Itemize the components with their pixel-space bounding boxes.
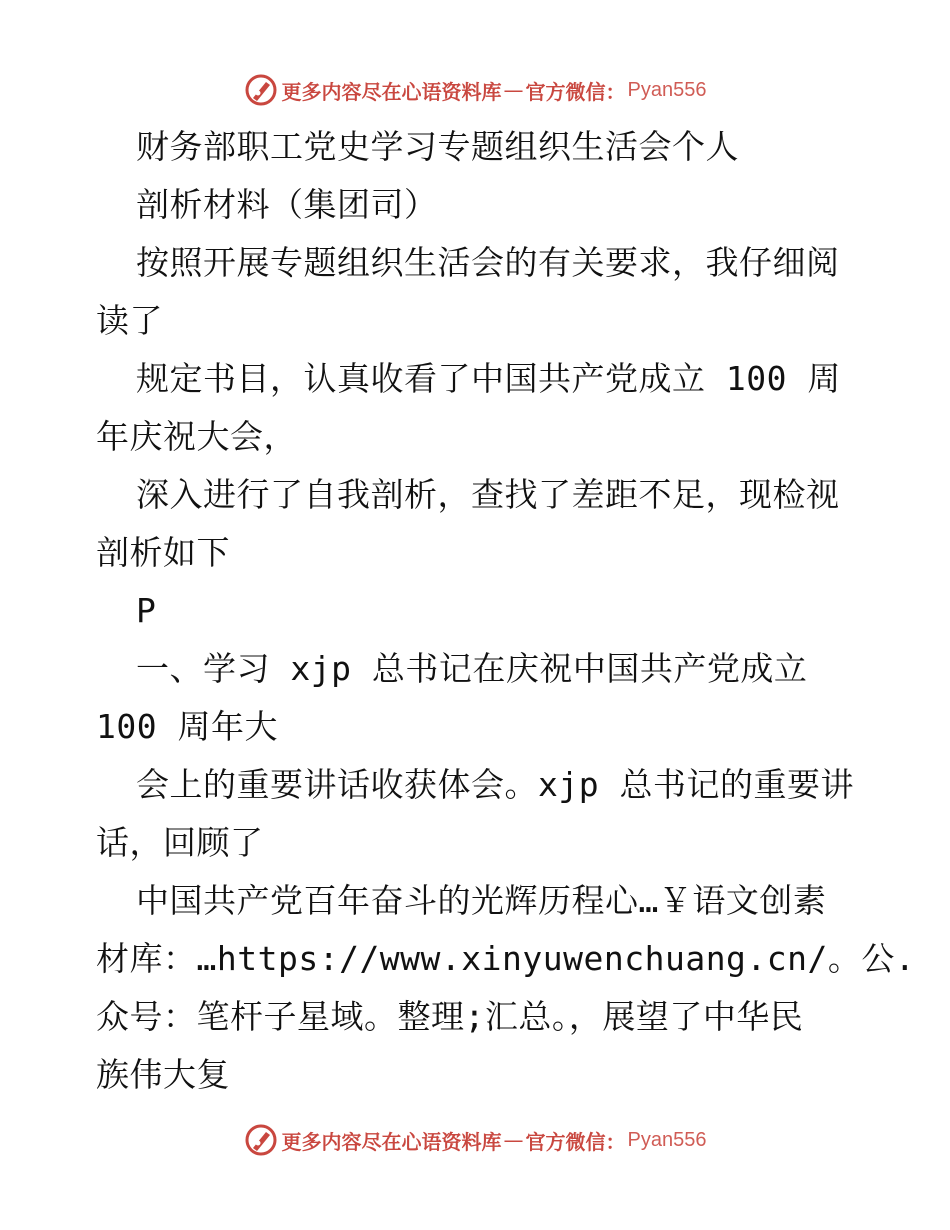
banner-dash: —: [503, 78, 524, 102]
document-line: 读了: [96, 301, 163, 340]
footer-watermark-banner: [0, 1120, 950, 1160]
banner-official-label: 官方微信：: [525, 79, 626, 104]
document-line: 按照开展专题组织生活会的有关要求，我仔细阅: [136, 243, 840, 282]
document-line: 剖析如下: [96, 533, 230, 572]
document-line: 100 周年大: [96, 707, 278, 746]
banner-brand-text: 更多内容尽在心语资料库: [281, 1129, 502, 1154]
banner-dash: —: [503, 1128, 524, 1152]
pen-logo-icon: [244, 73, 278, 107]
document-line: 众号：笔杆子星域。整理;汇总。，展望了中华民: [96, 997, 804, 1036]
document-line: 族伟大复: [96, 1055, 230, 1094]
banner-wechat-id: Pyan556: [627, 78, 707, 101]
document-line: 财务部职工党史学习专题组织生活会个人: [136, 127, 739, 166]
document-line: 中国共产党百年奋斗的光辉历程心…￥语文创素: [136, 881, 827, 920]
document-line: P: [136, 591, 157, 630]
pen-logo-icon: [244, 1123, 278, 1157]
banner-brand-text: 更多内容尽在心语资料库: [281, 79, 502, 104]
document-line: 年庆祝大会，: [96, 417, 297, 456]
document-body: [96, 118, 916, 1104]
document-line: 深入进行了自我剖析，查找了差距不足，现检视: [136, 475, 840, 514]
document-line: 规定书目，认真收看了中国共产党成立 100 周: [136, 359, 841, 398]
banner-wechat-id: Pyan556: [627, 1128, 707, 1151]
document-line: 话，回顾了: [96, 823, 264, 862]
document-line: 会上的重要讲话收获体会。xjp 总书记的重要讲: [136, 765, 854, 804]
document-line: 材库：…https://www.xinyuwenchuang.cn/。公.: [96, 939, 916, 978]
header-watermark-banner: [0, 70, 950, 110]
banner-official-label: 官方微信：: [525, 1129, 626, 1154]
document-line: 一、学习 xjp 总书记在庆祝中国共产党成立: [136, 649, 808, 688]
document-line: 剖析材料（集团司）: [136, 185, 438, 224]
